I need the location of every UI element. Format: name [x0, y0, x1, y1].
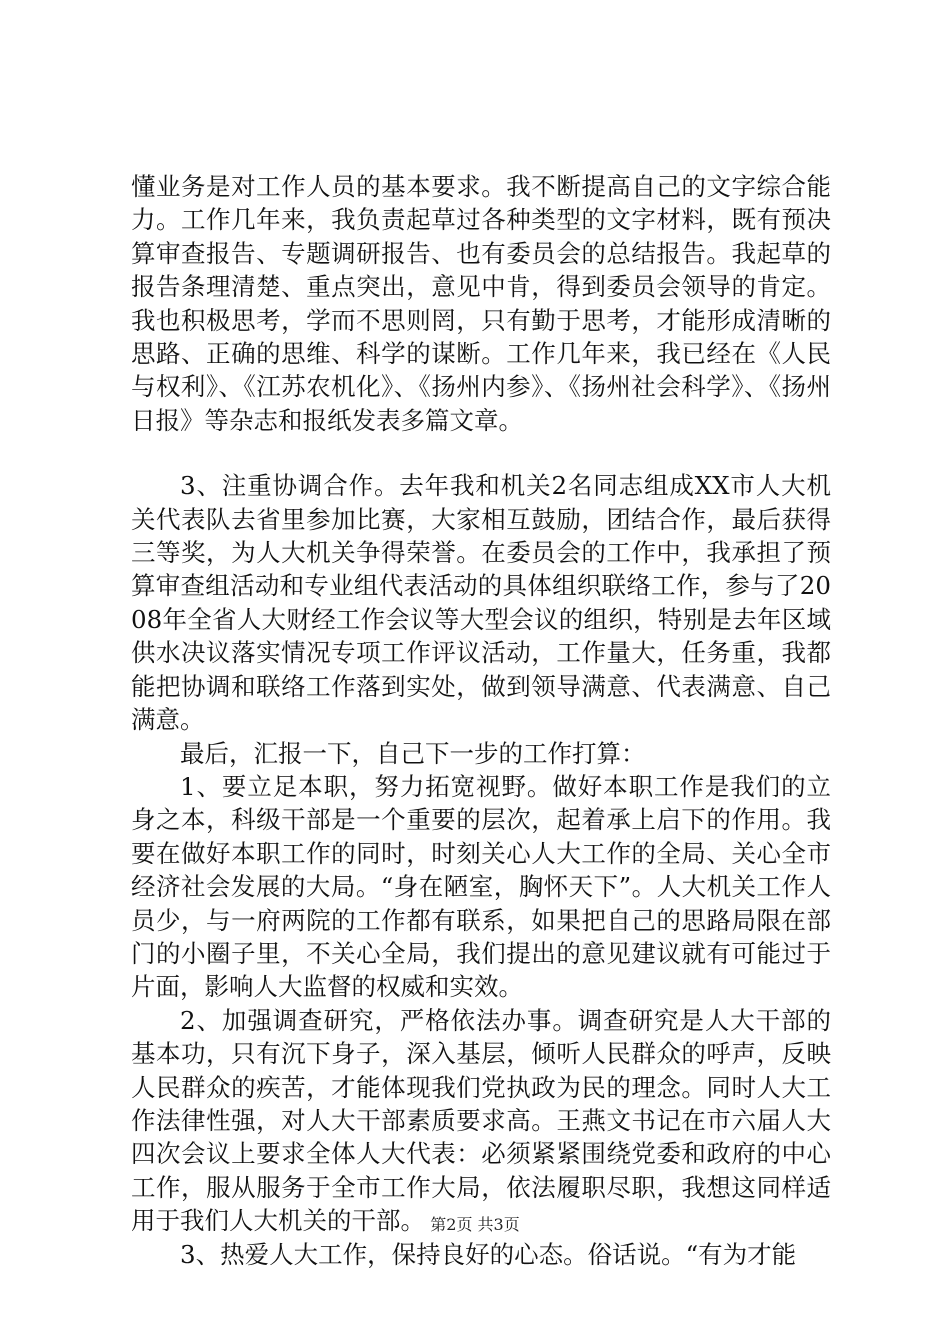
paragraph-gap: [131, 437, 831, 469]
paragraph-plan-1: 1、要立足本职，努力拓宽视野。做好本职工作是我们的立身之本，科级干部是一个重要的层次，起着承上启下的作用。我要在做好本职工作的同时，时刻关心人大工作的全局、关心全市经济社会发展的大局。“身在陋室，胸怀天下”。人大机关工作人员少，与一府两院的工作都有联系，如果把自己的思路局限在部门的小圈子里，不关心全局，我们提出的意见建议就有可能过于片面，影响人大监督的权威和实效。: [131, 771, 831, 1002]
paragraph-plan-3: 3、热爱人大工作，保持良好的心态。俗话说。“有为才能: [180, 1239, 797, 1269]
paragraph-writing-ability: 懂业务是对工作人员的基本要求。我不断提高自己的文字综合能力。工作几年来，我负责起草过各种类型的文字材料，既有预决算审查报告、专题调研报告、也有委员会的总结报告。我起草的报告条理清楚、重点突出，意见中肯，得到委员会领导的肯定。我也积极思考，学而不思则罔，只有勤于思考，才能形成清晰的思路、正确的思维、科学的谋断。工作几年来，我已经在《人民与权利》、《江苏农机化》、《扬州内参》、《扬州社会科学》、《扬州日报》等杂志和报纸发表多篇文章。: [131, 172, 831, 435]
page-number-footer: 第2页 共3页: [430, 1215, 520, 1234]
paragraph-plan-2: 2、加强调查研究，严格依法办事。调查研究是人大干部的基本功，只有沉下身子，深入基层，倾听人民群众的呼声，反映人民群众的疾苦，才能体现我们党执政为民的理念。同时人大工作法律性强，对人大干部素质要求高。王燕文书记在市六届人大四次会议上要求全体人大代表：必须紧紧围绕党委和政府的中心工作，服从服务于全市工作大局，依法履职尽职，我想这同样适用于我们人大机关的干部。: [131, 1005, 831, 1236]
paragraph-next-plans-intro: 最后，汇报一下，自己下一步的工作打算：: [180, 738, 646, 768]
paragraph-coordination: 3、注重协调合作。去年我和机关2名同志组成XX市人大机关代表队去省里参加比赛，大家相互鼓励，团结合作，最后获得三等奖，为人大机关争得荣誉。在委员会的工作中，我承担了预算审查组活动和专业组代表活动的具体组织联络工作，参与了2008年全省人大财经工作会议等大型会议的组织，特别是去年区域供水决议落实情况专项工作评议活动，工作量大，任务重，我都能把协调和联络工作落到实处，做到领导满意、代表满意、自己满意。: [131, 471, 831, 735]
document-body: [131, 170, 831, 1271]
